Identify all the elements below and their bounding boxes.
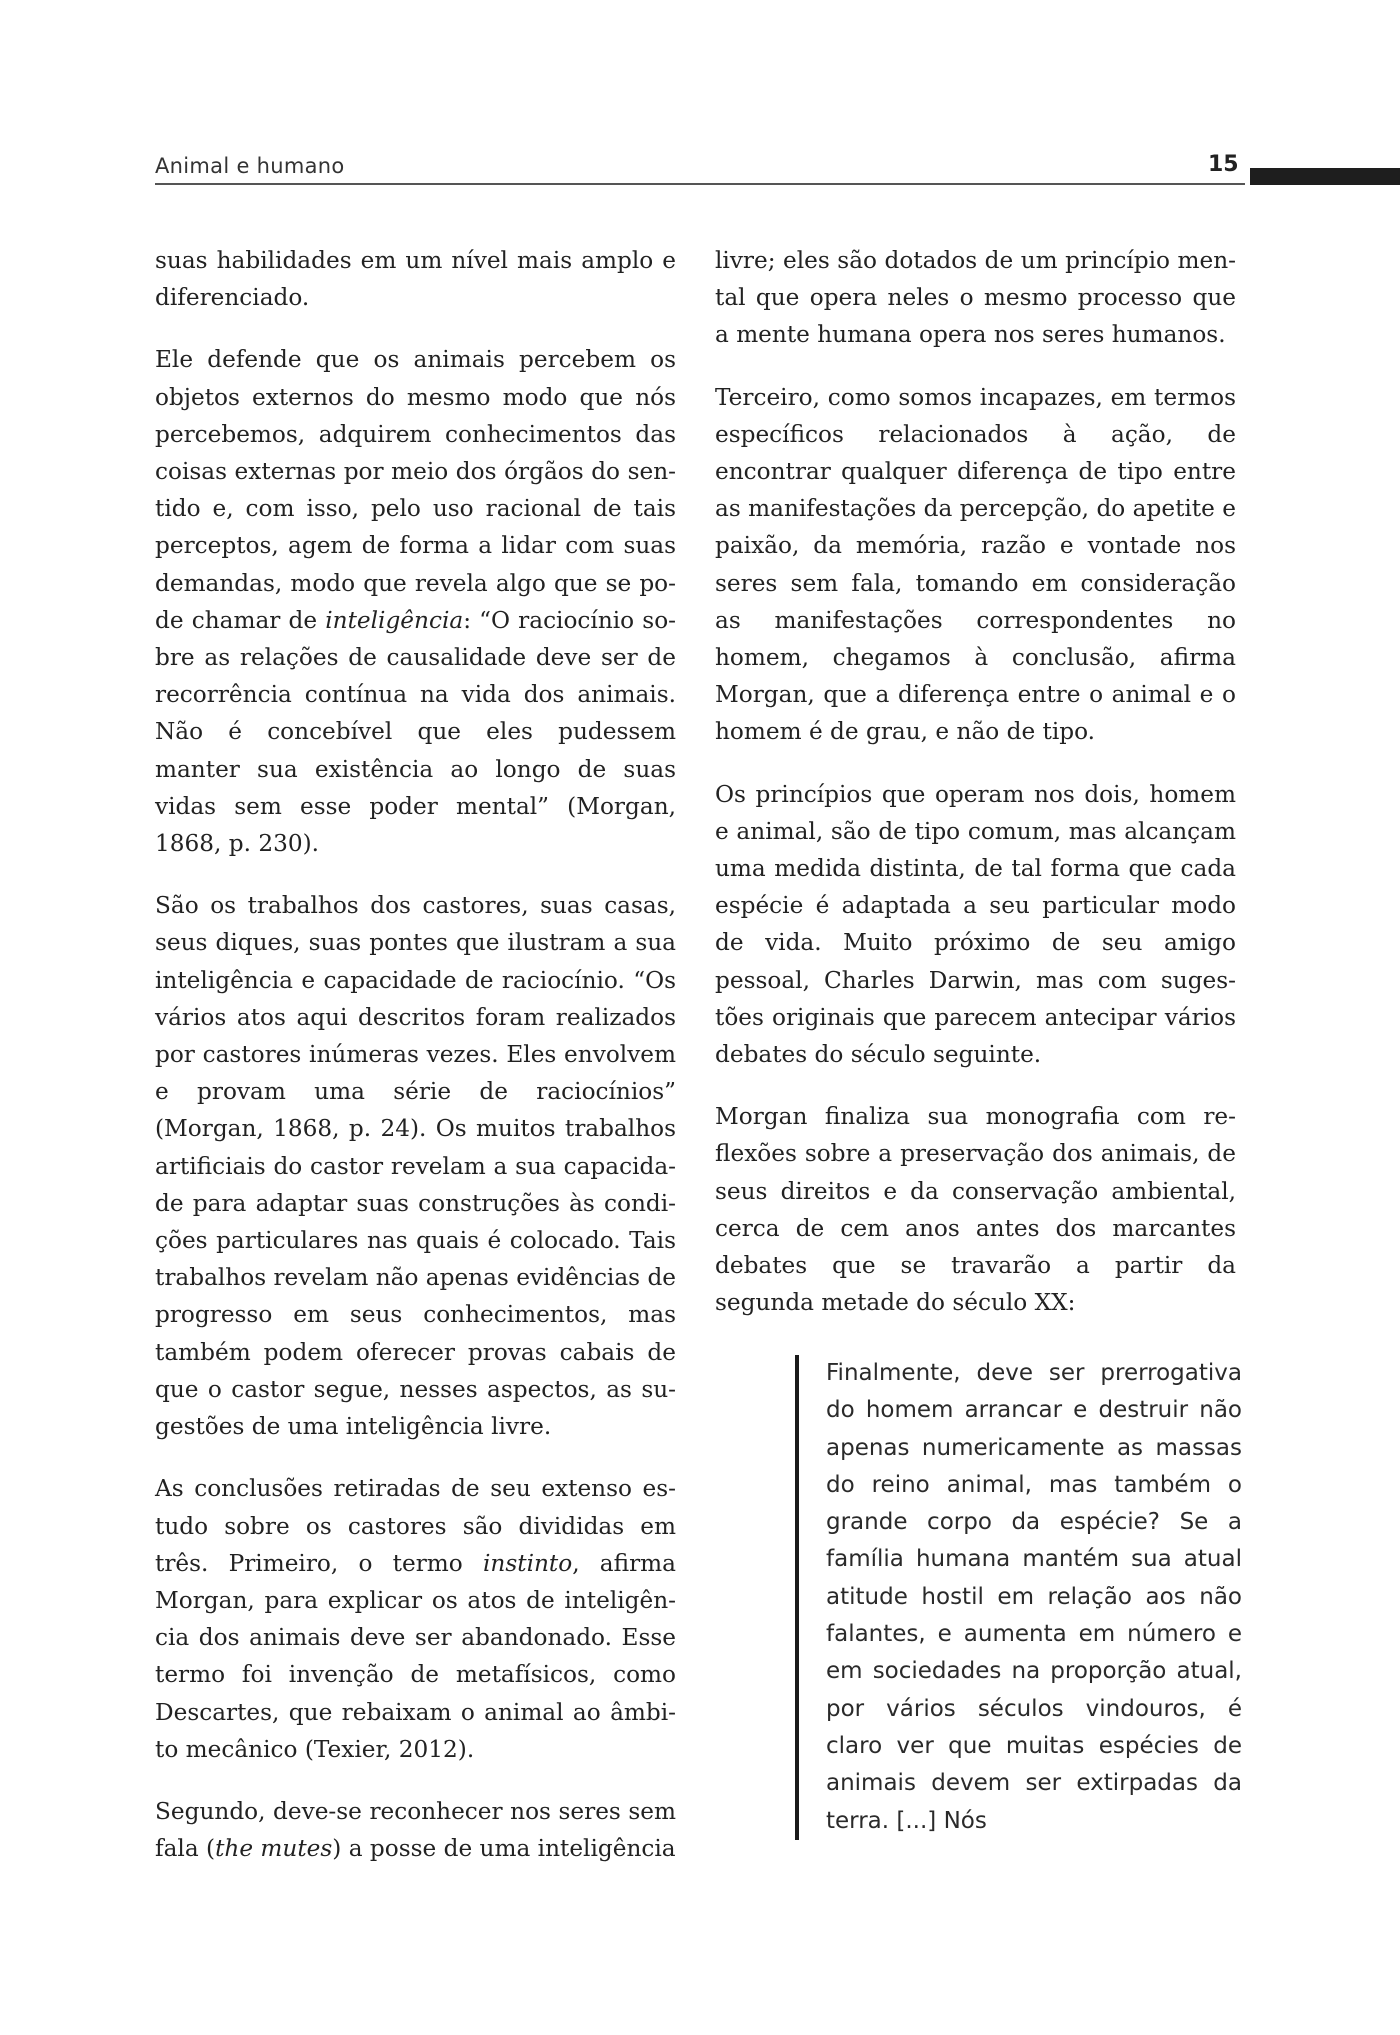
paragraph: Os princípios que operam nos dois, homem e animal, são de tipo comum, mas alcançam uma medida distinta, de tal forma que cada espécie é adaptada a seu particular modo de vida. Muito próximo de seu amigo pessoal, Charles Darwin, mas com sugestões originais que parecem antecipar vários debates do século seguinte. (715, 780, 1236, 1069)
page-number: 15 (1208, 152, 1239, 177)
header-rule (155, 183, 1245, 185)
paragraph-text: Ele defende que os animais percebem os objetos externos do mesmo modo que nós percebemos, adquirem conhecimentos das coisas externas por meio dos órgãos do sentido e, com isso, pelo uso racional de tais perceptos, agem de forma a lidar com suas demandas, modo que revela algo que se pode chamar de (155, 346, 676, 634)
paragraph (155, 1470, 676, 1768)
paragraph-text: , afirma Morgan, para explicar os atos de inteligência dos animais deve ser abandonado. Esse termo foi invenção de metafísicos, como Descartes, que rebaixam o animal ao âmbito mecânico (Texier, 2012). (155, 1549, 676, 1763)
paragraph-text: ) a posse de uma inteligência (332, 1835, 676, 1863)
paragraph (155, 341, 676, 862)
paragraph: São os trabalhos dos castores, suas casas, seus diques, suas pontes que ilustram a sua inteligência e capacidade de raciocínio. “Os vários atos aqui descritos foram realizados por castores inúmeras vezes. Eles envolvem e provam uma série de raciocínios” (Morgan, 1868, p. 24). Os muitos trabalhos artificiais do castor revelam a sua capacidade para adaptar suas construções às condições particulares nas quais é colocado. Tais trabalhos revelam não apenas evidências de progresso em seus conhecimentos, mas também podem oferecer provas cabais de que o castor segue, nesses aspectos, as sugestões de uma inteligência livre. (155, 892, 677, 1441)
emphasis-term: the mutes (215, 1835, 333, 1863)
paragraph: suas habilidades em um nível mais amplo e diferenciado. (155, 247, 676, 312)
paragraph-text: As conclusões retiradas de seu extenso estudo sobre os castores são divididas em três. Primeiro, o termo (155, 1475, 676, 1577)
emphasis-term: instinto (483, 1549, 573, 1577)
paragraph: livre; eles são dotados de um princípio mental que opera neles o mesmo processo que a mente humana opera nos seres humanos. (715, 247, 1236, 349)
left-column (155, 242, 676, 1892)
paragraph-text: : “O raciocínio sobre as relações de causalidade deve ser de recorrência contínua na vida dos animais. Não é concebível que eles pudessem manter sua existência ao longo de suas vidas sem esse poder mental” (Morgan, 1868, p. 230). (155, 606, 676, 858)
paragraph: Morgan finaliza sua monografia com reflexões sobre a preservação dos animais, de seus direitos e da conservação ambiental, cerca de cem anos antes dos marcantes debates que se travarão a partir da segunda metade do século XX: (715, 1103, 1236, 1317)
paragraph-text: Segundo, deve-se reconhecer nos seres sem fala ( (155, 1797, 676, 1863)
header-bar (1250, 168, 1400, 185)
right-column (715, 242, 1236, 1346)
block-quote (795, 1355, 1242, 1840)
running-header-title: Animal e humano (155, 154, 345, 178)
paragraph: Terceiro, como somos incapazes, em termos específicos relacionados à ação, de encontrar qualquer diferença de tipo entre as manifestações da percepção, do apetite e paixão, da memória, razão e vontade nos seres sem fala, tomando em consideração as manifestações correspondentes no homem, chegamos à conclusão, afirma Morgan, que a diferença entre o animal e o homem é de grau, e não de tipo. (715, 383, 1236, 746)
block-quote-text: Finalmente, deve ser prerrogativa do homem arrancar e destruir não apenas numericamente as massas do reino animal, mas também o grande corpo da espécie? Se a família humana mantém sua atual atitude hostil em relação aos não falantes, e aumenta em número e em sociedades na proporção atual, por vários séculos vindouros, é claro ver que muitas espécies de animais devem ser extirpadas da terra. [...] Nós (826, 1360, 1242, 1834)
running-header (155, 150, 1400, 184)
emphasis-term: inteligência (325, 606, 464, 634)
paragraph (155, 1793, 676, 1867)
